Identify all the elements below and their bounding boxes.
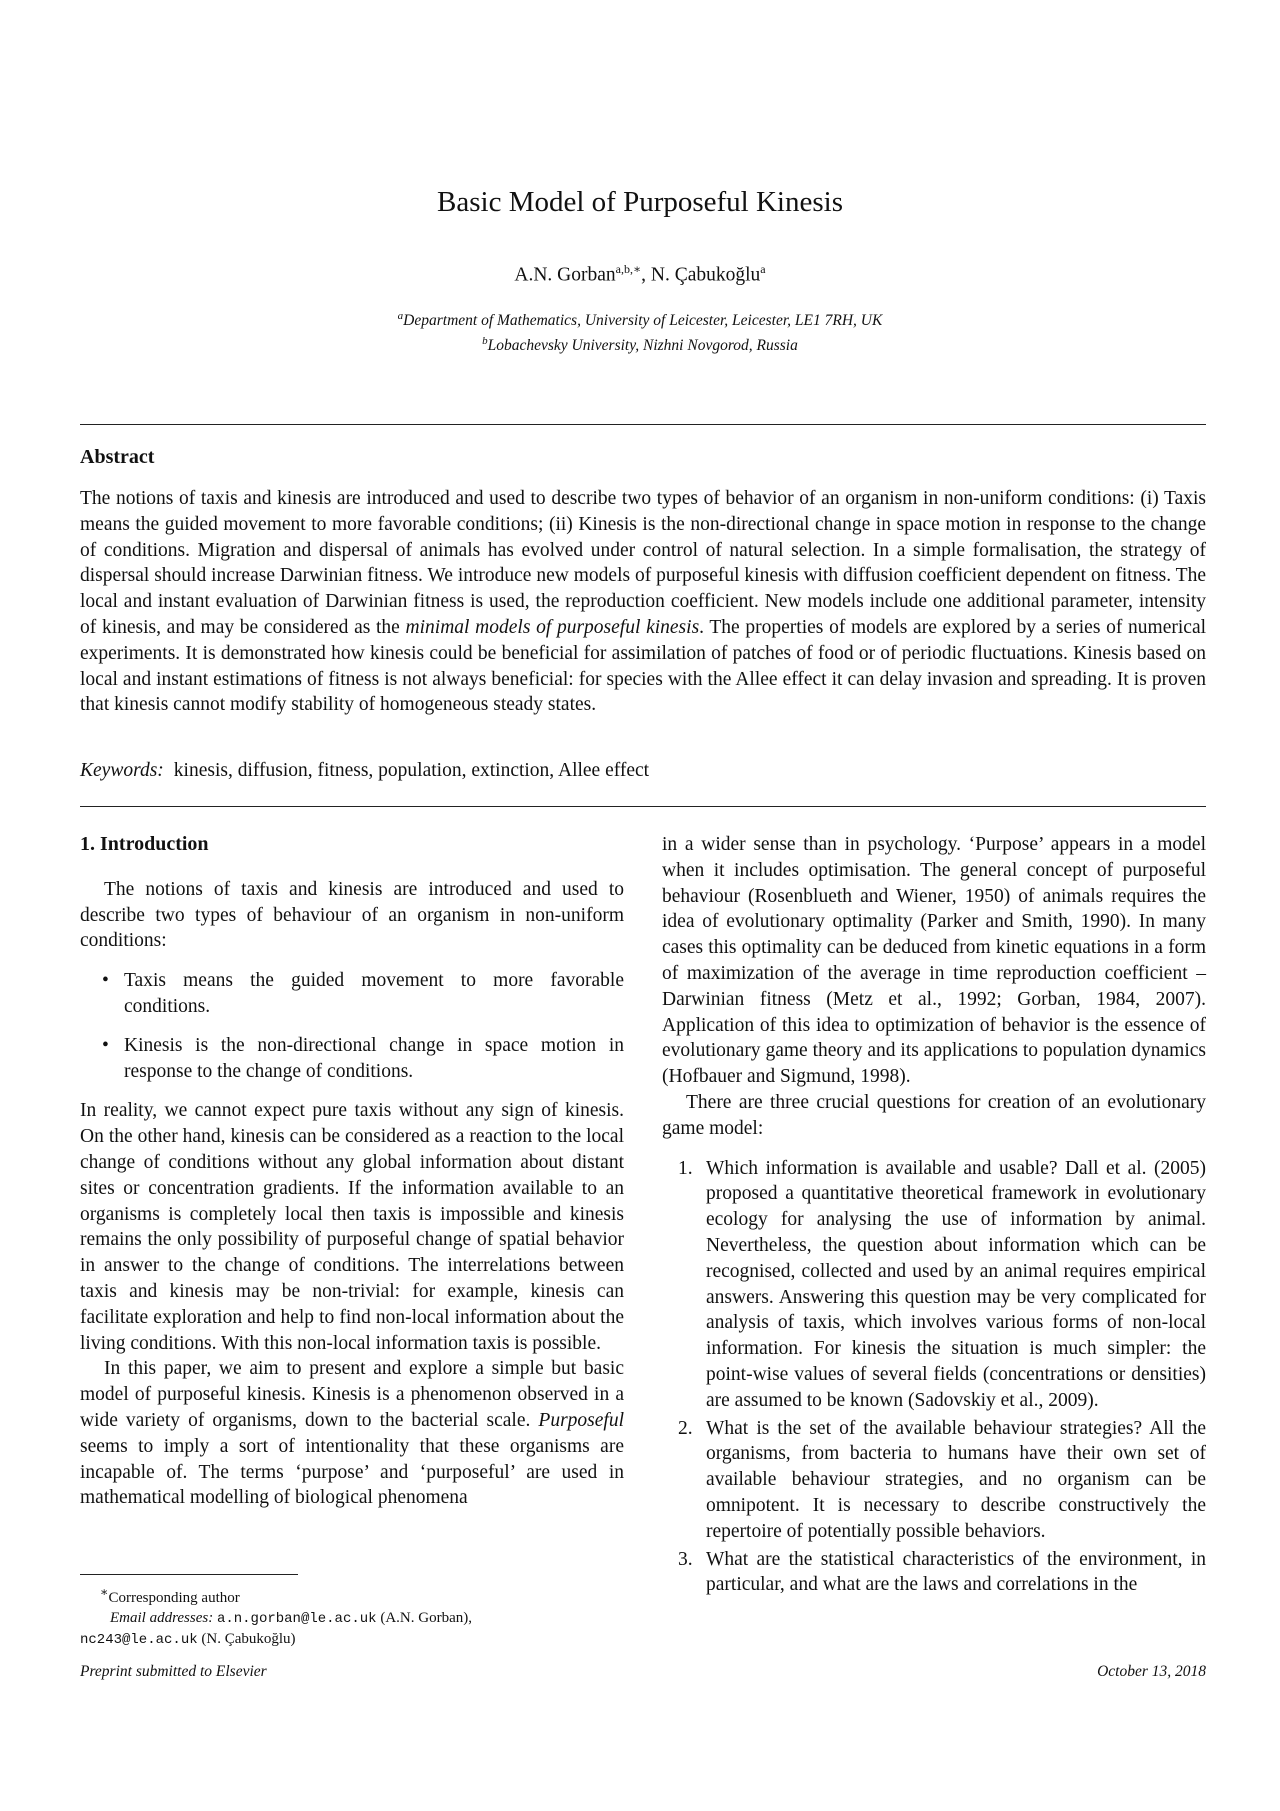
- list-item: • Taxis means the guided movement to more favorable conditions.: [102, 970, 624, 1017]
- keywords-label: Keywords:: [80, 760, 164, 781]
- footnote-emails-cont: nc243@le.ac.uk (N. Çabukoğlu): [80, 1631, 296, 1648]
- list-item: • Kinesis is the non-directional change in space motion in response to the change of conditions.: [102, 1034, 624, 1082]
- intro-paragraph-4: in a wider sense than in psychology. ‘Purpose’ appears in a model when it includes optimisation. The general concept of purposeful behaviour (Rosenblueth and Wiener, 1950) of animals requires the idea of evolutionary optimality (Parker and Smith, 1990). In many cases this optimality can be deduced from kinetic equations in a form of maximization of the average in time reproduction coefficient – Darwinian fitness (Metz et al., 1992; Gorban, 1984, 2007). Application of this idea to optimization of behavior is the essence of evolutionary game theory and its applications to population dynamics (Hofbauer and Sigmund, 1998).: [662, 834, 1206, 1088]
- keywords-list: kinesis, diffusion, fitness, population, extinction, Allee effect: [173, 760, 650, 781]
- intro-paragraph-3: In this paper, we aim to present and explore a simple but basic model of purposeful kinesis. Kinesis is a phenomenon observed in a wide variety of organisms, down to the bacterial scale. Purposeful seems to imply a sort of intentionality that these organisms are incapable of. The terms ‘purpose’ and ‘purposeful’ are used in mathematical modelling of biological phenomena: [80, 1358, 624, 1509]
- abstract-emphasis: minimal models of purposeful kinesis: [405, 616, 700, 638]
- taxis-kinesis-list: [80, 968, 624, 1084]
- author-2-affil-marks: a: [760, 262, 766, 276]
- author-2: N. Çabukoğlu: [650, 264, 761, 286]
- abstract-heading: Abstract: [80, 446, 155, 468]
- list-item: 3. What are the statistical characteristics of the environment, in particular, and what are the laws and correlations in the: [678, 1548, 1206, 1596]
- affiliation-a: $^a$Department of Mathematics, University of Leicester, Leicester, LE1 7RH, UK: [397, 310, 883, 330]
- author-1: A.N. Gorban: [514, 264, 616, 286]
- email-link-2[interactable]: nc243@le.ac.uk: [80, 1632, 198, 1648]
- questions-list: [662, 1156, 1206, 1599]
- preprint-note: Preprint submitted to Elsevier: [80, 1663, 267, 1680]
- bullet-icon: •: [102, 970, 109, 992]
- abstract-bottom-rule: [80, 806, 1206, 807]
- abstract-text: The notions of taxis and kinesis are introduced and used to describe two types of behavior of an organism in non-uniform conditions: (i) Taxis means the guided movement to more favorable conditions; (ii) Kinesis is the non-directional change in space motion in response to the change of conditions. Migration and dispersal of animals has evolved under control of natural selection. In a simple formalisation, the strategy of dispersal should increase Darwinian fitness. We introduce new models of purposeful kinesis with diffusion coefficient dependent on fitness. The local and instant evaluation of Darwinian fitness is used, the reproduction coefficient. New models include one additional parameter, intensity of kinesis, and may be considered as the minimal models of purposeful kinesis. The properties of models are explored by a series of numerical experiments. It is demonstrated how kinesis could be beneficial for assimilation of patches of food or of periodic fluctuations. Kinesis based on local and instant estimations of fitness is not always beneficial: for species with the Allee effect it can delay invasion and spreading. It is proven that kinesis cannot modify stability of homogeneous steady states.: [80, 488, 1207, 716]
- footnote-corresponding: ∗Corresponding author: [100, 1585, 240, 1606]
- intro-paragraph-2: In reality, we cannot expect pure taxis without any sign of kinesis. On the other hand, kinesis can be considered as a reaction to the local change of conditions without any global information about distant sites or concentration gradients. If the information available to an organisms is completely local then taxis is impossible and kinesis remains the only possibility of purposeful change of spatial behavior in answer to the change of conditions. The interrelations between taxis and kinesis may be non-trivial: for example, kinesis can facilitate exploration and help to find non-local information about the living conditions. With this non-local information taxis is possible.: [80, 1100, 624, 1354]
- affiliations: [0, 306, 1280, 356]
- author-separator: ,: [641, 264, 651, 286]
- list-item: 1. Which information is available and usable? Dall et al. (2005) proposed a quantitative theoretical framework in evolutionary ecology for analysing the use of information by animal. Nevertheless, the question about information which can be recognised, collected and used by an animal requires empirical answers. Answering this question may be very complicated for analysis of taxis, which involves various forms of non-local information. For kinesis the situation is much simpler: the point-wise values of several fields (concentrations or densities) are assumed to be known (Sadovskiy et al., 2009).: [678, 1157, 1206, 1411]
- affiliation-b: $^b$Lobachevsky University, Nizhni Novgorod, Russia: [482, 335, 798, 355]
- author-line: [0, 262, 1280, 287]
- footnotes: [80, 1582, 640, 1650]
- email-link-1[interactable]: a.n.gorban@le.ac.uk: [216, 1611, 377, 1627]
- paper-title: Basic Model of Purposeful Kinesis: [437, 186, 843, 218]
- footnote-emails: Email addresses: a.n.gorban@le.ac.uk (A.N. Gorban),: [110, 1610, 472, 1627]
- author-1-affil-marks: a,b,∗: [615, 262, 642, 276]
- section-heading-introduction: 1. Introduction: [80, 833, 209, 855]
- bullet-icon: •: [102, 1034, 109, 1056]
- intro-paragraph-1: The notions of taxis and kinesis are introduced and used to describe two types of behaviour of an organism in non-uniform conditions:: [80, 878, 624, 952]
- left-column: [80, 832, 624, 1511]
- intro-paragraph-5: There are three crucial questions for creation of an evolutionary game model:: [662, 1091, 1206, 1139]
- list-item: 2. What is the set of the available behaviour strategies? All the organisms, from bacteria to humans have their own set of available behaviour strategies, and no organism can be omnipotent. It is necessary to describe constructively the repertoire of potentially possible behaviors.: [678, 1417, 1206, 1542]
- abstract-top-rule: [80, 424, 1206, 425]
- preprint-date: October 13, 2018: [1097, 1663, 1206, 1680]
- right-column: [662, 832, 1206, 1600]
- keywords: [80, 760, 1206, 782]
- footnote-rule: [80, 1574, 298, 1575]
